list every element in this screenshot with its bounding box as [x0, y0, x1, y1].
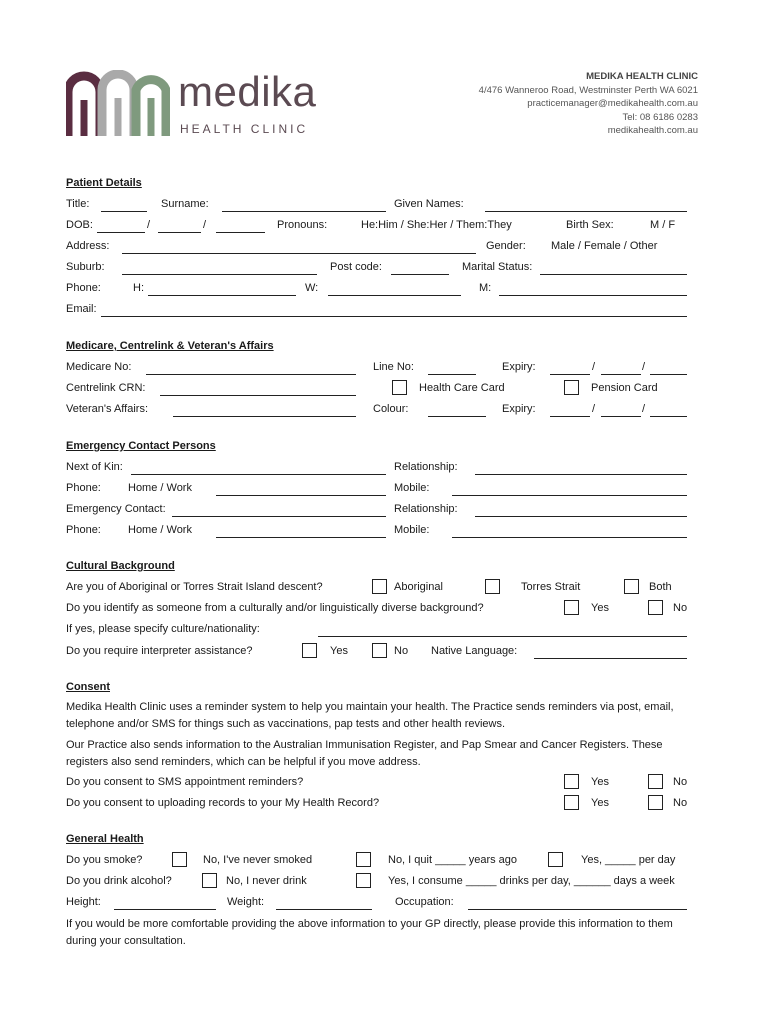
logo-wordmark: medika — [178, 68, 317, 115]
contact-mobile-field[interactable] — [452, 537, 687, 538]
smoke-question: Do you smoke? — [66, 854, 143, 866]
dob-slash: / — [203, 219, 207, 231]
next-of-kin-field[interactable] — [131, 474, 386, 475]
occupation-field[interactable] — [468, 909, 687, 910]
occupation-label: Occupation: — [395, 896, 454, 908]
email-label: Email: — [66, 303, 97, 315]
marital-status-label: Marital Status: — [462, 261, 533, 273]
height-label: Height: — [66, 896, 101, 908]
pension-card-label: Pension Card — [591, 382, 658, 394]
kin-mobile-field[interactable] — [452, 495, 687, 496]
native-language-label: Native Language: — [431, 645, 518, 657]
dob-slash: / — [147, 219, 151, 231]
native-language-field[interactable] — [534, 658, 687, 659]
kin-phone-type[interactable]: Home / Work — [128, 482, 192, 494]
marital-status-field[interactable] — [540, 274, 687, 275]
kin-mobile-label: Mobile: — [394, 482, 430, 494]
drinker-checkbox[interactable] — [356, 873, 371, 888]
sms-consent-question: Do you consent to SMS appointment reminders? — [66, 776, 304, 788]
both-checkbox[interactable] — [624, 579, 639, 594]
sms-no-checkbox[interactable] — [648, 774, 663, 789]
section-cultural-background: Cultural Background — [66, 560, 175, 572]
contact-phone-type[interactable]: Home / Work — [128, 524, 192, 536]
suburb-label: Suburb: — [66, 261, 105, 273]
height-field[interactable] — [114, 909, 216, 910]
phone-work-label: W: — [305, 282, 319, 294]
interpreter-question: Do you require interpreter assistance? — [66, 645, 253, 657]
smoker-per-day-label: Yes, _____ per day — [581, 854, 676, 866]
kin-relationship-label: Relationship: — [394, 461, 458, 473]
mhr-no-label: No — [673, 797, 688, 809]
contact-phone-label: Phone: — [66, 524, 101, 536]
given-names-field[interactable] — [485, 211, 687, 212]
aboriginal-checkbox[interactable] — [372, 579, 387, 594]
phone-home-field[interactable] — [148, 295, 296, 296]
medicare-expiry-month[interactable] — [601, 374, 641, 375]
expiry-slash: / — [592, 361, 596, 373]
expiry-slash: / — [592, 403, 596, 415]
postcode-label: Post code: — [330, 261, 382, 273]
emergency-contact-field[interactable] — [172, 516, 386, 517]
medicare-expiry-year[interactable] — [650, 374, 687, 375]
pronouns-label: Pronouns: — [277, 219, 328, 231]
phone-home-label: H: — [133, 282, 144, 294]
emergency-contact-label: Emergency Contact: — [66, 503, 166, 515]
mhr-no-checkbox[interactable] — [648, 795, 663, 810]
culture-nationality-field[interactable] — [318, 636, 687, 637]
consent-paragraph-registers: Our Practice also sends information to the Australian Immunisation Register, and Pap Smear and Cancer Registers. These registers also send reminders, which can be helpful if you move address. — [66, 739, 663, 768]
section-patient-details: Patient Details — [66, 177, 142, 189]
birth-sex-label: Birth Sex: — [566, 219, 614, 231]
interpreter-yes-label: Yes — [330, 645, 348, 657]
clinic-contact-block — [479, 70, 698, 138]
veterans-expiry-month[interactable] — [601, 416, 641, 417]
sms-yes-checkbox[interactable] — [564, 774, 579, 789]
gender-options[interactable]: Male / Female / Other — [551, 240, 658, 252]
cald-yes-label: Yes — [591, 602, 609, 614]
address-label: Address: — [66, 240, 110, 252]
phone-work-field[interactable] — [328, 295, 461, 296]
pension-card-checkbox[interactable] — [564, 380, 579, 395]
smoker-checkbox[interactable] — [548, 852, 563, 867]
kin-relationship-field[interactable] — [475, 474, 687, 475]
surname-field[interactable] — [222, 211, 386, 212]
mhr-yes-checkbox[interactable] — [564, 795, 579, 810]
contact-mobile-label: Mobile: — [394, 524, 430, 536]
sms-yes-label: Yes — [591, 776, 609, 788]
section-emergency-contact: Emergency Contact Persons — [66, 440, 216, 452]
clinic-name: MEDIKA HEALTH CLINIC — [586, 71, 698, 82]
weight-label: Weight: — [227, 896, 265, 908]
kin-phone-field[interactable] — [216, 495, 386, 496]
weight-field[interactable] — [276, 909, 372, 910]
aboriginal-label: Aboriginal — [394, 581, 443, 593]
veterans-expiry-label: Expiry: — [502, 403, 536, 415]
never-drink-checkbox[interactable] — [202, 873, 217, 888]
dob-label: DOB: — [66, 219, 93, 231]
interpreter-no-checkbox[interactable] — [372, 643, 387, 658]
title-label: Title: — [66, 198, 90, 210]
suburb-field[interactable] — [122, 274, 317, 275]
never-drink-label: No, I never drink — [226, 875, 307, 887]
health-care-card-label: Health Care Card — [419, 382, 505, 394]
clinic-phone: Tel: 08 6186 0283 — [622, 111, 698, 123]
quit-smoking-label: No, I quit _____ years ago — [388, 854, 518, 866]
clinic-email: practicemanager@medikahealth.com.au — [527, 98, 698, 109]
never-smoked-label: No, I've never smoked — [203, 854, 313, 866]
consent-paragraph-reminders: Medika Health Clinic uses a reminder system to help you maintain your health. The Practice sends reminders via post, email, telephone and/or SMS for things such as vaccinations, pap tests and other health reviews. — [66, 701, 674, 730]
alcohol-question: Do you drink alcohol? — [66, 875, 172, 887]
colour-label: Colour: — [373, 403, 409, 415]
surname-label: Surname: — [161, 198, 209, 210]
postcode-field[interactable] — [391, 274, 449, 275]
contact-relationship-label: Relationship: — [394, 503, 458, 515]
drinks-per-day-label: Yes, I consume _____ drinks per day, ______ days a week — [388, 875, 675, 887]
pronoun-options[interactable]: He:Him / She:Her / Them:They — [361, 219, 512, 231]
logo-subtitle: HEALTH CLINIC — [180, 122, 309, 136]
veterans-field[interactable] — [173, 416, 356, 417]
medicare-no-field[interactable] — [146, 374, 356, 375]
address-field[interactable] — [122, 253, 476, 254]
logo-mark-icon — [66, 70, 170, 138]
cald-question: Do you identify as someone from a culturally and/or linguistically diverse background? — [66, 602, 484, 614]
cald-yes-checkbox[interactable] — [564, 600, 579, 615]
never-smoked-checkbox[interactable] — [172, 852, 187, 867]
phone-mobile-field[interactable] — [499, 295, 687, 296]
title-field[interactable] — [101, 211, 147, 212]
veterans-expiry-day[interactable] — [550, 416, 590, 417]
health-care-card-checkbox[interactable] — [392, 380, 407, 395]
culture-specify-question: If yes, please specify culture/nationality: — [66, 623, 260, 635]
next-of-kin-label: Next of Kin: — [66, 461, 123, 473]
torres-strait-label: Torres Strait — [521, 581, 581, 593]
gender-label: Gender: — [486, 240, 526, 252]
atsi-question: Are you of Aboriginal or Torres Strait Island descent? — [66, 581, 323, 593]
phone-label: Phone: — [66, 282, 101, 294]
centrelink-field[interactable] — [160, 395, 356, 396]
email-field[interactable] — [101, 316, 687, 317]
dob-day-field[interactable] — [97, 232, 145, 233]
kin-phone-label: Phone: — [66, 482, 101, 494]
interpreter-no-label: No — [394, 645, 409, 657]
mhr-yes-label: Yes — [591, 797, 609, 809]
clinic-logo — [66, 70, 366, 140]
both-label: Both — [649, 581, 672, 593]
sms-no-label: No — [673, 776, 688, 788]
interpreter-yes-checkbox[interactable] — [302, 643, 317, 658]
centrelink-label: Centrelink CRN: — [66, 382, 146, 394]
dob-year-field[interactable] — [216, 232, 265, 233]
gp-footer-note: If you would be more comfortable providing the above information to your GP directly, please provide this information to them during your consultation. — [66, 918, 673, 947]
veterans-expiry-year[interactable] — [650, 416, 687, 417]
section-general-health: General Health — [66, 833, 144, 845]
veterans-label: Veteran's Affairs: — [66, 403, 149, 415]
contact-phone-field[interactable] — [216, 537, 386, 538]
line-no-label: Line No: — [373, 361, 414, 373]
cald-no-label: No — [673, 602, 688, 614]
birth-sex-options[interactable]: M / F — [650, 219, 676, 231]
line-no-field[interactable] — [428, 374, 476, 375]
phone-mobile-label: M: — [479, 282, 492, 294]
clinic-website: medikahealth.com.au — [607, 125, 698, 136]
given-names-label: Given Names: — [394, 198, 464, 210]
clinic-address: 4/476 Wanneroo Road, Westminster Perth WA 6021 — [478, 84, 698, 96]
dob-month-field[interactable] — [158, 232, 201, 233]
expiry-slash: / — [642, 403, 646, 415]
quit-smoking-checkbox[interactable] — [356, 852, 371, 867]
cald-no-checkbox[interactable] — [648, 600, 663, 615]
my-health-record-question: Do you consent to uploading records to your My Health Record? — [66, 797, 380, 809]
medicare-expiry-day[interactable] — [550, 374, 590, 375]
medicare-expiry-label: Expiry: — [502, 361, 536, 373]
colour-field[interactable] — [428, 416, 486, 417]
expiry-slash: / — [642, 361, 646, 373]
contact-relationship-field[interactable] — [475, 516, 687, 517]
medicare-no-label: Medicare No: — [66, 361, 132, 373]
torres-strait-checkbox[interactable] — [485, 579, 500, 594]
section-medicare: Medicare, Centrelink & Veteran's Affairs — [66, 340, 274, 352]
section-consent: Consent — [66, 681, 110, 693]
